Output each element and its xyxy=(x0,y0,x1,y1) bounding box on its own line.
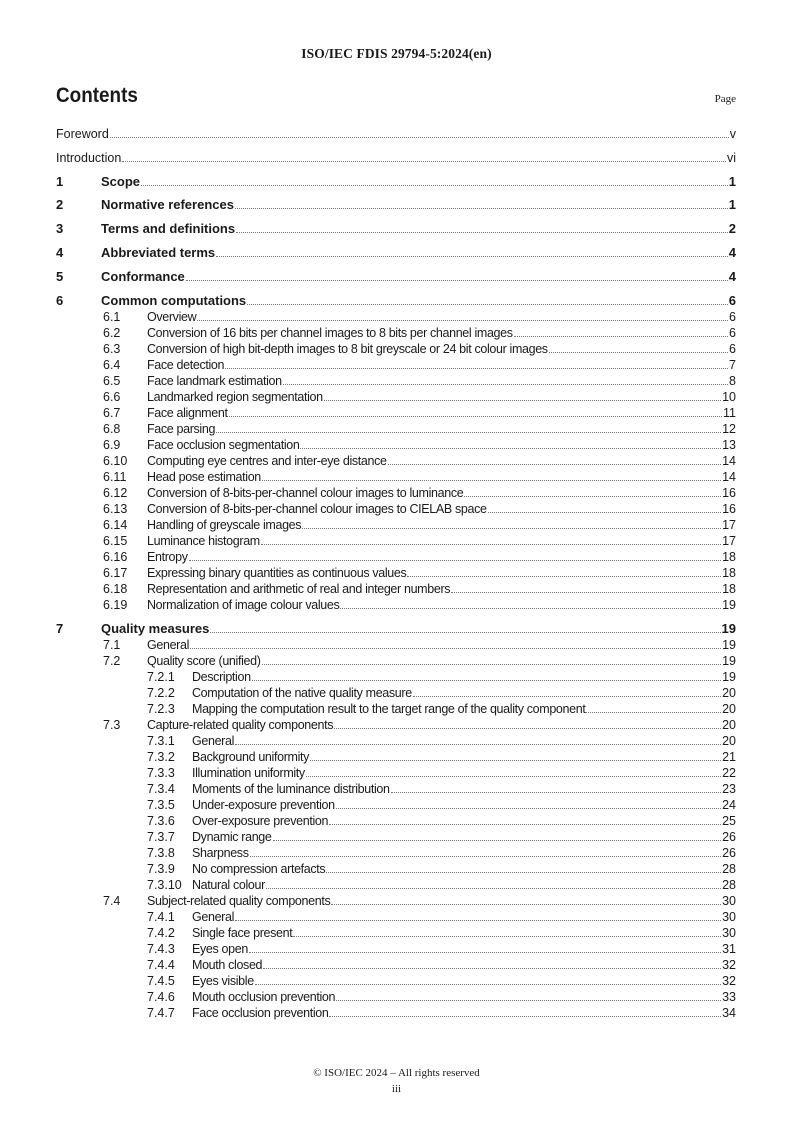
toc-entry-title[interactable]: Conversion of 8-bits-per-channel colour images to CIELAB space xyxy=(147,502,487,516)
toc-entry-number: 7.2.3 xyxy=(147,702,175,716)
toc-entry-page[interactable]: 28 xyxy=(722,878,736,892)
dot-leader xyxy=(326,872,721,873)
toc-entry[interactable] xyxy=(56,860,736,876)
toc-entry-page[interactable]: 19 xyxy=(722,654,736,668)
toc-entry-title[interactable]: Sharpness xyxy=(192,846,249,860)
toc-entry-number: 6.1 xyxy=(103,310,121,324)
toc-entry-page[interactable]: 1 xyxy=(728,174,736,189)
toc-entry-page[interactable]: 28 xyxy=(722,862,736,876)
dot-leader xyxy=(216,432,721,433)
toc-entry-number: 7 xyxy=(56,621,64,636)
toc-entry-page[interactable]: 13 xyxy=(722,438,736,452)
toc-entry-number: 7.2 xyxy=(103,654,121,668)
dot-leader xyxy=(235,920,721,921)
toc-entry-page[interactable]: 30 xyxy=(722,910,736,924)
toc-entry-page[interactable]: 4 xyxy=(728,245,736,260)
toc-entry[interactable] xyxy=(56,716,736,732)
dot-leader xyxy=(324,400,721,401)
toc-entry-page[interactable]: 6 xyxy=(728,293,736,308)
toc-entry-page[interactable]: 30 xyxy=(722,926,736,940)
toc-entry-page[interactable]: 16 xyxy=(722,502,736,516)
toc-entry-page[interactable]: 32 xyxy=(722,958,736,972)
toc-entry-number: 7.3.4 xyxy=(147,782,175,796)
toc-entry-page[interactable]: v xyxy=(729,127,736,141)
toc-entry-page[interactable]: 8 xyxy=(729,374,736,388)
dot-leader xyxy=(407,576,721,577)
toc-entry-number: 6.17 xyxy=(103,566,128,580)
toc-entry[interactable] xyxy=(56,700,736,716)
toc-entry[interactable] xyxy=(56,636,736,652)
toc-entry-number: 6.18 xyxy=(103,582,128,596)
toc-entry-title[interactable]: Subject-related quality components xyxy=(147,894,331,908)
toc-entry-title[interactable]: Terms and definitions xyxy=(101,221,236,236)
toc-entry-title[interactable]: Head pose estimation xyxy=(147,470,261,484)
dot-leader xyxy=(488,512,722,513)
dot-leader xyxy=(190,648,721,649)
toc-entry[interactable] xyxy=(56,532,736,548)
toc-entry[interactable] xyxy=(56,388,736,404)
dot-leader xyxy=(189,560,721,561)
toc-entry-number: 7.3.6 xyxy=(147,814,175,828)
toc-entry-number: 7.3.5 xyxy=(147,798,175,812)
toc-entry[interactable] xyxy=(56,828,736,844)
dot-leader xyxy=(197,320,728,321)
toc-entry-title[interactable]: Face landmark estimation xyxy=(147,374,282,388)
toc-entry-title[interactable]: Common computations xyxy=(101,293,247,308)
dot-leader xyxy=(262,480,721,481)
toc-entry-page[interactable]: 1 xyxy=(728,197,736,212)
toc-entry-page[interactable]: 25 xyxy=(722,814,736,828)
toc-entry-page[interactable]: 18 xyxy=(722,566,736,580)
toc-entry-title[interactable]: Mouth occlusion prevention xyxy=(192,990,336,1004)
toc-entry[interactable] xyxy=(56,564,736,580)
toc-entry-title[interactable]: Conversion of high bit-depth images to 8 bit greyscale or 24 bit colour images xyxy=(147,342,548,356)
toc-entry-number: 6 xyxy=(56,293,64,308)
toc-entry-title[interactable]: General xyxy=(192,910,235,924)
dot-leader xyxy=(302,528,721,529)
toc-entry-number: 6.16 xyxy=(103,550,128,564)
toc-entry-number: 2 xyxy=(56,197,64,212)
toc-entry-title[interactable]: Capture-related quality components xyxy=(147,718,334,732)
dot-leader xyxy=(329,824,721,825)
toc-entry[interactable] xyxy=(56,596,736,612)
toc-entry-page[interactable]: 14 xyxy=(722,454,736,468)
toc-entry-number: 5 xyxy=(56,269,64,284)
dot-leader xyxy=(329,1016,721,1017)
toc-entry-page[interactable]: 19 xyxy=(722,638,736,652)
dot-leader xyxy=(586,712,721,713)
page-column-label: Page xyxy=(714,93,736,105)
toc-entry-title[interactable]: Eyes open xyxy=(192,942,248,956)
toc-entry-number: 6.5 xyxy=(103,374,121,388)
dot-leader xyxy=(252,680,721,681)
toc-entry[interactable] xyxy=(56,340,736,356)
dot-leader xyxy=(261,544,721,545)
dot-leader xyxy=(464,496,721,497)
dot-leader xyxy=(235,208,728,209)
toc-entry[interactable] xyxy=(56,796,736,812)
toc-entry-page[interactable]: 16 xyxy=(722,486,736,500)
toc-entry-page[interactable]: 6 xyxy=(729,310,736,324)
dot-leader xyxy=(249,952,721,953)
toc-entry-title[interactable]: Conformance xyxy=(101,269,185,284)
dot-leader xyxy=(247,304,728,305)
toc-entry-page[interactable]: 4 xyxy=(728,269,736,284)
toc-entry-page[interactable]: 18 xyxy=(722,550,736,564)
dot-leader xyxy=(236,232,728,233)
toc-entry-number: 7.4.2 xyxy=(147,926,175,940)
dot-leader xyxy=(451,592,721,593)
toc-entry-number: 7.4.4 xyxy=(147,958,175,972)
toc-entry[interactable] xyxy=(56,668,736,684)
dot-leader xyxy=(235,744,721,745)
toc-entry-title[interactable]: Foreword xyxy=(56,127,109,141)
toc-entry-page[interactable]: 10 xyxy=(722,390,736,404)
toc-entry[interactable] xyxy=(56,516,736,532)
toc-entry[interactable] xyxy=(56,324,736,340)
dot-leader xyxy=(263,968,721,969)
toc-entry-number: 7.4.6 xyxy=(147,990,175,1004)
page-number: iii xyxy=(391,1083,402,1095)
toc-entry-title[interactable]: Expressing binary quantities as continuous values xyxy=(147,566,407,580)
dot-leader xyxy=(310,760,721,761)
toc-entry[interactable] xyxy=(56,988,736,1004)
toc-entry-number: 6.2 xyxy=(103,326,121,340)
toc-entry-page[interactable]: 26 xyxy=(722,846,736,860)
dot-leader xyxy=(336,808,721,809)
toc-entry-page[interactable]: 19 xyxy=(722,598,736,612)
toc-entry-title[interactable]: Entropy xyxy=(147,550,188,564)
dot-leader xyxy=(300,448,721,449)
toc-entry-number: 6.15 xyxy=(103,534,128,548)
toc-entry-page[interactable]: 6 xyxy=(729,342,736,356)
toc-entry-page[interactable]: 32 xyxy=(722,974,736,988)
toc-entry-page[interactable]: 19 xyxy=(721,621,736,636)
toc-entry-title[interactable]: Under-exposure prevention xyxy=(192,798,335,812)
toc-entry-page[interactable]: 7 xyxy=(729,358,736,372)
dot-leader xyxy=(250,856,721,857)
toc-entry-number: 7.1 xyxy=(103,638,121,652)
toc-entry[interactable] xyxy=(56,748,736,764)
toc-entry-page[interactable]: 20 xyxy=(722,686,736,700)
toc-entry[interactable] xyxy=(56,924,736,940)
toc-entry-title[interactable]: Normalization of image colour values xyxy=(147,598,340,612)
toc-entry[interactable] xyxy=(56,620,736,636)
toc-entry-page[interactable]: 19 xyxy=(722,670,736,684)
toc-entry-title[interactable]: Scope xyxy=(101,174,141,189)
toc-entry[interactable] xyxy=(56,372,736,388)
toc-entry-title[interactable]: Face alignment xyxy=(147,406,228,420)
toc-entry-page[interactable]: 21 xyxy=(722,750,736,764)
toc-entry-title[interactable]: Luminance histogram xyxy=(147,534,260,548)
toc-entry[interactable] xyxy=(56,876,736,892)
toc-entry-page[interactable]: 24 xyxy=(722,798,736,812)
dot-leader xyxy=(225,368,728,369)
toc-entry-title[interactable]: Illumination uniformity xyxy=(192,766,305,780)
toc-entry-page[interactable]: 20 xyxy=(722,718,736,732)
toc-entry-number: 6.14 xyxy=(103,518,128,532)
toc-entry-title[interactable]: Background uniformity xyxy=(192,750,310,764)
toc-entry[interactable] xyxy=(56,956,736,972)
toc-entry[interactable] xyxy=(56,1004,736,1020)
toc-entry[interactable] xyxy=(56,244,736,260)
toc-entry[interactable] xyxy=(56,940,736,956)
toc-entry-number: 6.8 xyxy=(103,422,121,436)
toc-entry[interactable] xyxy=(56,404,736,420)
dot-leader xyxy=(336,1000,721,1001)
toc-entry-title[interactable]: Quality measures xyxy=(101,621,210,636)
toc-entry-page[interactable]: 30 xyxy=(722,894,736,908)
toc-entry-page[interactable]: 17 xyxy=(722,518,736,532)
toc-entry-page[interactable]: vi xyxy=(726,151,736,165)
toc-entry-number: 6.12 xyxy=(103,486,128,500)
toc-entry[interactable] xyxy=(56,732,736,748)
toc-entry[interactable] xyxy=(56,125,736,141)
toc-entry-title[interactable]: General xyxy=(147,638,190,652)
toc-entry-title[interactable]: Conversion of 8-bits-per-channel colour images to luminance xyxy=(147,486,464,500)
dot-leader xyxy=(283,384,728,385)
toc-entry-title[interactable]: Conversion of 16 bits per channel images to 8 bits per channel images xyxy=(147,326,513,340)
toc-entry-number: 7.3.10 xyxy=(147,878,182,892)
toc-entry-number: 7.3.7 xyxy=(147,830,175,844)
toc-entry[interactable] xyxy=(56,500,736,516)
toc-entry-title[interactable]: Computing eye centres and inter-eye distance xyxy=(147,454,387,468)
toc-entry[interactable] xyxy=(56,972,736,988)
toc-entry[interactable] xyxy=(56,652,736,668)
toc-entry-number: 3 xyxy=(56,221,64,236)
toc-entry-number: 7.3.9 xyxy=(147,862,175,876)
toc-entry-page[interactable]: 26 xyxy=(722,830,736,844)
toc-entry[interactable] xyxy=(56,308,736,324)
dot-leader xyxy=(216,256,728,257)
toc-entry-number: 6.7 xyxy=(103,406,121,420)
document-header: ISO/IEC FDIS 29794-5:2024(en) xyxy=(301,46,492,61)
toc-entry-page[interactable]: 34 xyxy=(722,1006,736,1020)
toc-entry[interactable] xyxy=(56,452,736,468)
dot-leader xyxy=(391,792,722,793)
toc-entry[interactable] xyxy=(56,292,736,308)
toc-entry-title[interactable]: Face detection xyxy=(147,358,225,372)
dot-leader xyxy=(141,185,728,186)
toc-entry[interactable] xyxy=(56,908,736,924)
toc-entry-title[interactable]: Description xyxy=(192,670,251,684)
toc-entry-number: 7.3 xyxy=(103,718,121,732)
dot-leader xyxy=(210,632,720,633)
toc-entry-title[interactable]: Introduction xyxy=(56,151,122,165)
toc-entry-title[interactable]: Natural colour xyxy=(192,878,265,892)
toc-entry-number: 6.3 xyxy=(103,342,121,356)
dot-leader xyxy=(122,161,726,162)
toc-entry-number: 6.10 xyxy=(103,454,128,468)
toc-entry-number: 7.3.2 xyxy=(147,750,175,764)
dot-leader xyxy=(266,888,721,889)
toc-entry[interactable] xyxy=(56,580,736,596)
toc-entry[interactable] xyxy=(56,844,736,860)
toc-entry-title[interactable]: Mouth closed xyxy=(192,958,263,972)
dot-leader xyxy=(340,608,721,609)
dot-leader xyxy=(255,984,721,985)
dot-leader xyxy=(229,416,722,417)
toc-entry-number: 7.4.3 xyxy=(147,942,175,956)
dot-leader xyxy=(262,664,722,665)
toc-entry-title[interactable]: General xyxy=(192,734,235,748)
toc-entry-title[interactable]: Face occlusion segmentation xyxy=(147,438,300,452)
toc-entry-number: 6.6 xyxy=(103,390,121,404)
dot-leader xyxy=(273,840,722,841)
toc-entry-page[interactable]: 23 xyxy=(722,782,736,796)
toc-entry-title[interactable]: Handling of greyscale images xyxy=(147,518,302,532)
toc-entry-title[interactable]: No compression artefacts xyxy=(192,862,326,876)
toc-entry-title[interactable]: Overview xyxy=(147,310,197,324)
dot-leader xyxy=(186,280,728,281)
toc-entry-page[interactable]: 2 xyxy=(728,221,736,236)
toc-entry-title[interactable]: Quality score (unified) xyxy=(147,654,261,668)
toc-entry[interactable] xyxy=(56,220,736,236)
toc-entry-title[interactable]: Abbreviated terms xyxy=(101,245,216,260)
copyright-footer: © ISO/IEC 2024 – All rights reserved xyxy=(313,1067,480,1079)
toc-entry[interactable] xyxy=(56,484,736,500)
toc-entry-page[interactable]: 14 xyxy=(722,470,736,484)
toc-entry-title[interactable]: Mapping the computation result to the target range of the quality component xyxy=(192,702,586,716)
toc-entry[interactable] xyxy=(56,420,736,436)
toc-entry[interactable] xyxy=(56,173,736,189)
toc-entry-title[interactable]: Representation and arithmetic of real and integer numbers xyxy=(147,582,451,596)
toc-entry-number: 6.11 xyxy=(103,470,127,484)
toc-entry[interactable] xyxy=(56,780,736,796)
toc-entry-number: 6.19 xyxy=(103,598,128,612)
toc-entry-page[interactable]: 22 xyxy=(722,766,736,780)
toc-entry[interactable] xyxy=(56,268,736,284)
toc-entry-page[interactable]: 20 xyxy=(722,702,736,716)
toc-entry-title[interactable]: Normative references xyxy=(101,197,234,212)
dot-leader xyxy=(549,352,728,353)
toc-entry-number: 6.4 xyxy=(103,358,121,372)
toc-entry-title[interactable]: Dynamic range xyxy=(192,830,272,844)
toc-entry-number: 7.3.8 xyxy=(147,846,175,860)
toc-entry[interactable] xyxy=(56,149,736,165)
toc-entry-number: 6.9 xyxy=(103,438,121,452)
toc-entry-number: 1 xyxy=(56,174,64,189)
toc-entry-page[interactable]: 31 xyxy=(722,942,736,956)
dot-leader xyxy=(293,936,721,937)
dot-leader xyxy=(514,336,728,337)
toc-entry-number: 7.4.1 xyxy=(147,910,175,924)
toc-entry[interactable] xyxy=(56,812,736,828)
toc-entry[interactable] xyxy=(56,548,736,564)
toc-entry[interactable] xyxy=(56,196,736,212)
dot-leader xyxy=(110,137,729,138)
toc-entry-title[interactable]: Face occlusion prevention xyxy=(192,1006,329,1020)
toc-entry-number: 7.4 xyxy=(103,894,121,908)
toc-entry-title[interactable]: Over-exposure prevention xyxy=(192,814,329,828)
toc-entry-page[interactable]: 17 xyxy=(722,534,736,548)
toc-entry-title[interactable]: Single face present xyxy=(192,926,293,940)
dot-leader xyxy=(334,728,721,729)
toc-entry[interactable] xyxy=(56,764,736,780)
toc-entry-page[interactable]: 18 xyxy=(722,582,736,596)
dot-leader xyxy=(413,696,721,697)
toc-entry-number: 7.2.2 xyxy=(147,686,175,700)
toc-entry-title[interactable]: Eyes visible xyxy=(192,974,254,988)
toc-entry-page[interactable]: 33 xyxy=(722,990,736,1004)
toc-entry[interactable] xyxy=(56,436,736,452)
toc-entry-title[interactable]: Face parsing xyxy=(147,422,216,436)
toc-entry-number: 6.13 xyxy=(103,502,128,516)
contents-heading: Contents xyxy=(56,84,138,107)
toc-entry-title[interactable]: Landmarked region segmentation xyxy=(147,390,323,404)
toc-entry-page[interactable]: 6 xyxy=(729,326,736,340)
toc-entry-page[interactable]: 20 xyxy=(722,734,736,748)
toc-entry[interactable] xyxy=(56,356,736,372)
toc-entry-number: 7.3.1 xyxy=(147,734,175,748)
toc-entry-page[interactable]: 11 xyxy=(723,406,736,420)
toc-entry-number: 7.4.7 xyxy=(147,1006,175,1020)
dot-leader xyxy=(388,464,721,465)
toc-entry-number: 7.2.1 xyxy=(147,670,175,684)
toc-entry-title[interactable]: Computation of the native quality measure xyxy=(192,686,412,700)
toc-entry[interactable] xyxy=(56,468,736,484)
toc-entry-title[interactable]: Moments of the luminance distribution xyxy=(192,782,390,796)
toc-entry-number: 7.3.3 xyxy=(147,766,175,780)
dot-leader xyxy=(331,904,721,905)
dot-leader xyxy=(306,776,721,777)
toc-entry[interactable] xyxy=(56,892,736,908)
toc-entry-page[interactable]: 12 xyxy=(722,422,736,436)
toc-entry[interactable] xyxy=(56,684,736,700)
toc-entry-number: 4 xyxy=(56,245,64,260)
toc-entry-number: 7.4.5 xyxy=(147,974,175,988)
